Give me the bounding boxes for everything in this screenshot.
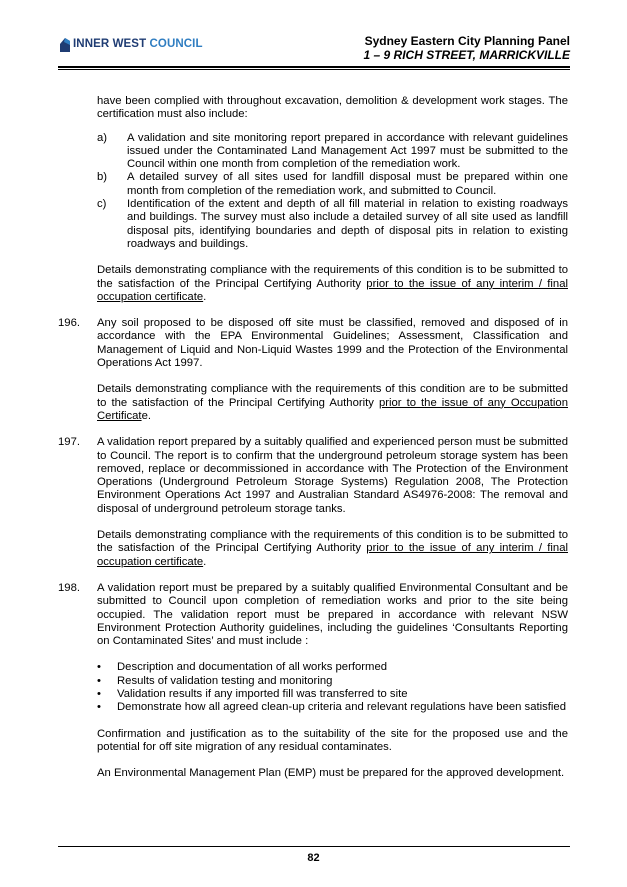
bullet-item: • Results of validation testing and monitoring	[97, 674, 333, 687]
bullet-icon: •	[97, 674, 101, 687]
sub-item: b) A detailed survey of all sites used for landfill disposal must be prepared within one month from completion of the remediation work, and submitted to Council.	[97, 171, 568, 197]
header-rule	[58, 66, 570, 68]
condition-text: A validation report must be prepared by a suitably qualified Environmental Consultant and be submitted to Council upon completion of remediation works and prior to the site being occupied. The validation report must be prepared in accordance with relevant NSW Environment Protection Authority guidelines, including the guidelines ‘Consultants Reporting on Contaminated Sites’ and must include :	[97, 581, 568, 648]
site-address: 1 – 9 RICH STREET, MARRICKVILLE	[363, 48, 570, 62]
condition-number: 196.	[58, 317, 80, 330]
condition-197	[58, 436, 568, 516]
continued-intro: have been complied with throughout excavation, demolition & development work stages. The certification must also include:	[97, 95, 568, 121]
document-title	[364, 34, 570, 62]
bullet-icon: •	[97, 661, 101, 674]
header-rule-thin	[58, 69, 570, 70]
bullet-icon: •	[97, 687, 101, 700]
condition-number: 198.	[58, 581, 80, 594]
emp-paragraph: An Environmental Management Plan (EMP) must be prepared for the approved development.	[97, 767, 565, 780]
council-name: INNER WEST COUNCIL	[73, 38, 203, 51]
bullet-icon: •	[97, 701, 101, 714]
footer-rule	[58, 846, 570, 847]
council-logo	[60, 38, 203, 52]
panel-title: Sydney Eastern City Planning Panel	[364, 34, 570, 48]
bullet-item: • Demonstrate how all agreed clean-up criteria and relevant regulations have been satisfied	[97, 701, 567, 714]
sub-item: a) A validation and site monitoring report prepared in accordance with relevant guidelines issued under the Contaminated Land Management Act 1997 must be submitted to the Council within one month from completion of the remediation work.	[97, 131, 568, 171]
condition-196	[58, 317, 568, 370]
bullet-item: • Validation results if any imported fill was transferred to site	[97, 687, 408, 700]
page-body	[58, 95, 568, 780]
council-logo-icon	[60, 38, 70, 52]
sub-item: c) Identification of the extent and depth of all fill material in relation to existing roadways and buildings. The survey must also include a detailed survey of all site used as landfill disposal pits, identifying boundaries and depth of disposal pits in relation to existing roadways and buildings.	[97, 198, 568, 250]
confirmation-paragraph: Confirmation and justification as to the suitability of the site for the proposed use and the potential for off site migration of any residual contaminates.	[97, 727, 568, 753]
condition-text: A validation report prepared by a suitably qualified and experienced person must be submitted to Council. The report is to confirm that the underground petroleum storage system has been removed, replace or decommissioned in accordance with The Protection of the Environment Operations (Underground Petroleum Storage Systems) Regulation 2008, The Protection Environment Operations Act 1997 and Australian Standard AS4976-2008: The removal and disposal of underground petroleum storage tanks.	[97, 436, 568, 515]
bullet-item: • Description and documentation of all works performed	[97, 661, 388, 674]
page-header	[58, 30, 570, 66]
condition-text: Any soil proposed to be disposed off site must be classified, removed and disposed of in accordance with the EPA Environmental Guidelines; Assessment, Classification and Management of Liquid and Non-Liquid Wastes 1999 and the Protection of the Environmental Operations Act 1997.	[97, 317, 568, 370]
condition-198	[58, 582, 568, 648]
page-number: 82	[307, 852, 320, 864]
details-paragraph: Details demonstrating compliance with the requirements of this condition are to be submitted to the satisfaction of the Principal Certifying Authority prior to the issue of any Occupation Certificate.	[97, 383, 568, 422]
condition-number: 197.	[58, 436, 80, 449]
details-paragraph: Details demonstrating compliance with the requirements of this condition is to be submitted to the satisfaction of the Principal Certifying Authority prior to the issue of any interim / final occupation certificate.	[97, 529, 568, 568]
details-paragraph: Details demonstrating compliance with the requirements of this condition is to be submitted to the satisfaction of the Principal Certifying Authority prior to the issue of any interim / final occupation certificate.	[97, 264, 568, 303]
sub-list	[97, 132, 568, 252]
